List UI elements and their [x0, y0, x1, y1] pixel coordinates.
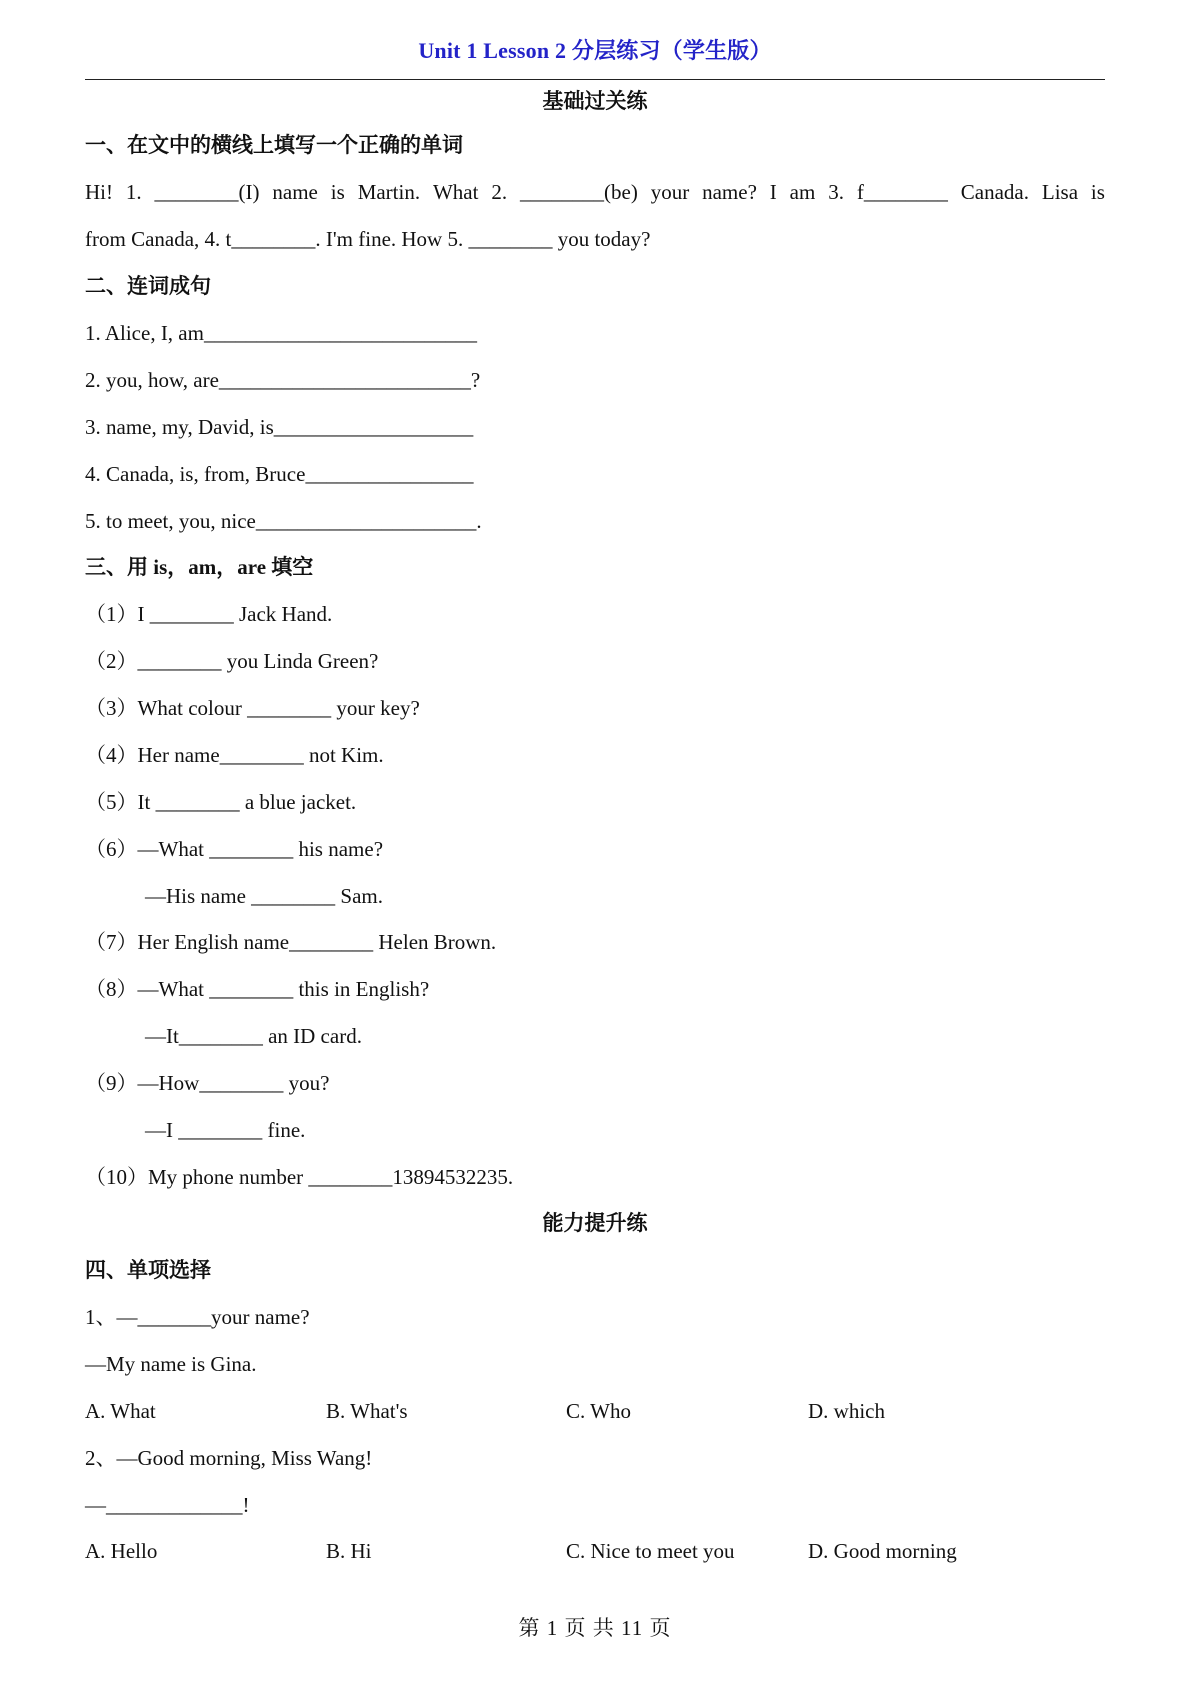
part1-word: is — [330, 180, 345, 204]
part1-word: is — [1090, 180, 1105, 204]
section-advanced-title: 能力提升练 — [542, 1211, 648, 1235]
part2-item-2: 2. you, how, are________________________? — [85, 368, 481, 392]
part1-word: 2. — [491, 180, 508, 204]
header-divider — [85, 79, 1105, 80]
part3-item-4: （4）Her name________ not Kim. — [85, 743, 384, 767]
part1-word: am — [789, 180, 816, 204]
section-basic-title: 基础过关练 — [542, 89, 648, 113]
part1-word: 3. — [828, 180, 844, 204]
part3-item-6: （6）—What ________ his name? — [85, 837, 384, 861]
part3-item-6-reply: —His name ________ Sam. — [145, 884, 383, 908]
part3-item-7: （7）Her English name________ Helen Brown. — [85, 930, 497, 954]
q2-option-a: A. Hello — [85, 1539, 158, 1563]
part1-word: Martin. — [357, 180, 421, 204]
part2-item-3: 3. name, my, David, is___________________ — [85, 415, 474, 439]
part1-word: name — [272, 180, 318, 204]
part1-word: I — [769, 180, 777, 204]
page-number: 第 1 页 共 11 页 — [518, 1616, 672, 1640]
q1-option-a: A. What — [85, 1399, 156, 1423]
part4-heading: 四、单项选择 — [85, 1258, 211, 1282]
part2-heading: 二、连词成句 — [85, 274, 211, 298]
part1-word: Hi! — [85, 180, 113, 204]
part1-blank: ________(be) — [520, 180, 638, 204]
part3-item-9: （9）—How________ you? — [85, 1071, 330, 1095]
part3-item-5: （5）It ________ a blue jacket. — [85, 790, 357, 814]
part1-word: Lisa — [1041, 180, 1079, 204]
q2-stem: 2、—Good morning, Miss Wang! — [85, 1446, 373, 1470]
part3-item-3: （3）What colour ________ your key? — [85, 696, 420, 720]
part1-line2: from Canada, 4. t________. I'm fine. How 5. ________ you today? — [85, 227, 651, 251]
q2-option-c: C. Nice to meet you — [566, 1539, 735, 1563]
q1-stem: 1、—_______your name? — [85, 1305, 310, 1329]
part3-item-1: （1）I ________ Jack Hand. — [85, 602, 333, 626]
part1-word: name? — [702, 180, 757, 204]
q1-response: —My name is Gina. — [85, 1352, 257, 1376]
q1-option-b: B. What's — [326, 1399, 408, 1423]
part3-item-8-reply: —It________ an ID card. — [145, 1024, 362, 1048]
q1-option-c: C. Who — [566, 1399, 631, 1423]
q2-option-d: D. Good morning — [808, 1539, 957, 1563]
part3-item-8: （8）—What ________ this in English? — [85, 977, 430, 1001]
part2-item-1: 1. Alice, I, am__________________________ — [85, 321, 477, 345]
part3-item-10: （10）My phone number ________13894532235. — [85, 1165, 514, 1189]
part1-line1 — [85, 178, 1105, 206]
part3-item-9-reply: —I ________ fine. — [145, 1118, 306, 1142]
part1-word: your — [650, 180, 690, 204]
part1-word: What — [432, 180, 479, 204]
part1-blank: f________ — [856, 180, 948, 204]
part2-item-5: 5. to meet, you, nice_____________________. — [85, 509, 482, 533]
part3-item-2: （2）________ you Linda Green? — [85, 649, 379, 673]
page-title: Unit 1 Lesson 2 分层练习（学生版） — [418, 38, 772, 63]
part1-blank: ________(I) — [154, 180, 260, 204]
q2-response: —_____________! — [85, 1493, 250, 1517]
part1-heading: 一、在文中的横线上填写一个正确的单词 — [85, 133, 463, 157]
part1-word: 1. — [125, 180, 142, 204]
part2-item-4: 4. Canada, is, from, Bruce________________ — [85, 462, 474, 486]
q1-option-d: D. which — [808, 1399, 885, 1423]
part1-word: Canada. — [960, 180, 1029, 204]
q2-option-b: B. Hi — [326, 1539, 372, 1563]
part3-heading: 三、用 is，am，are 填空 — [85, 555, 314, 579]
